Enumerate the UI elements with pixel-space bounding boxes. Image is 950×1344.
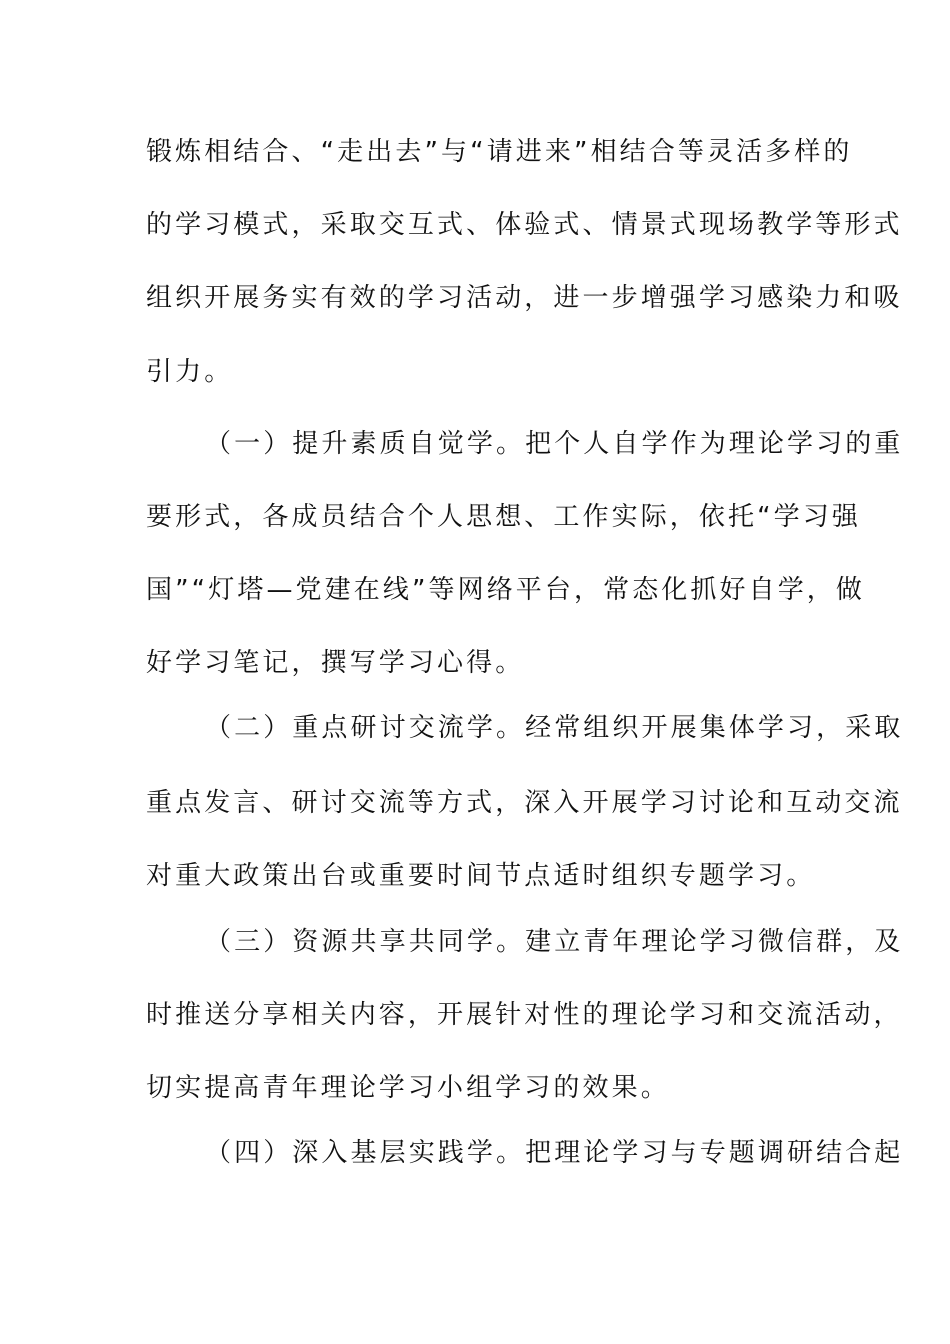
text-line: 锻炼相结合、“走出去”与“请进来”相结合等灵活多样的 <box>146 137 853 167</box>
text-line: 对重大政策出台或重要时间节点适时组织专题学习。 <box>146 861 816 891</box>
text-line: 重点发言、研讨交流等方式，深入开展学习讨论和互动交流 <box>146 788 903 818</box>
text-line: 要形式，各成员结合个人思想、工作实际，依托“学习强 <box>146 502 861 532</box>
text-line: 的学习模式，采取交互式、体验式、情景式现场教学等形式 <box>146 210 903 240</box>
paragraph-heading-4: （四）深入基层实践学。把理论学习与专题调研结合起 <box>205 1138 904 1168</box>
text-line: 好学习笔记，撰写学习心得。 <box>146 648 525 678</box>
text-line: 引力。 <box>146 357 234 387</box>
text-line: 时推送分享相关内容，开展针对性的理论学习和交流活动， <box>146 1000 903 1030</box>
paragraph-heading-1: （一）提升素质自觉学。把个人自学作为理论学习的重 <box>205 429 904 459</box>
text-line: 组织开展务实有效的学习活动，进一步增强学习感染力和吸 <box>146 283 903 313</box>
paragraph-heading-3: （三）资源共享共同学。建立青年理论学习微信群，及 <box>205 927 904 957</box>
paragraph-heading-2: （二）重点研讨交流学。经常组织开展集体学习，采取 <box>205 713 904 743</box>
text-line: 国”“灯塔—党建在线”等网络平台，常态化抓好自学，做 <box>146 575 866 605</box>
text-line: 切实提高青年理论学习小组学习的效果。 <box>146 1073 670 1103</box>
